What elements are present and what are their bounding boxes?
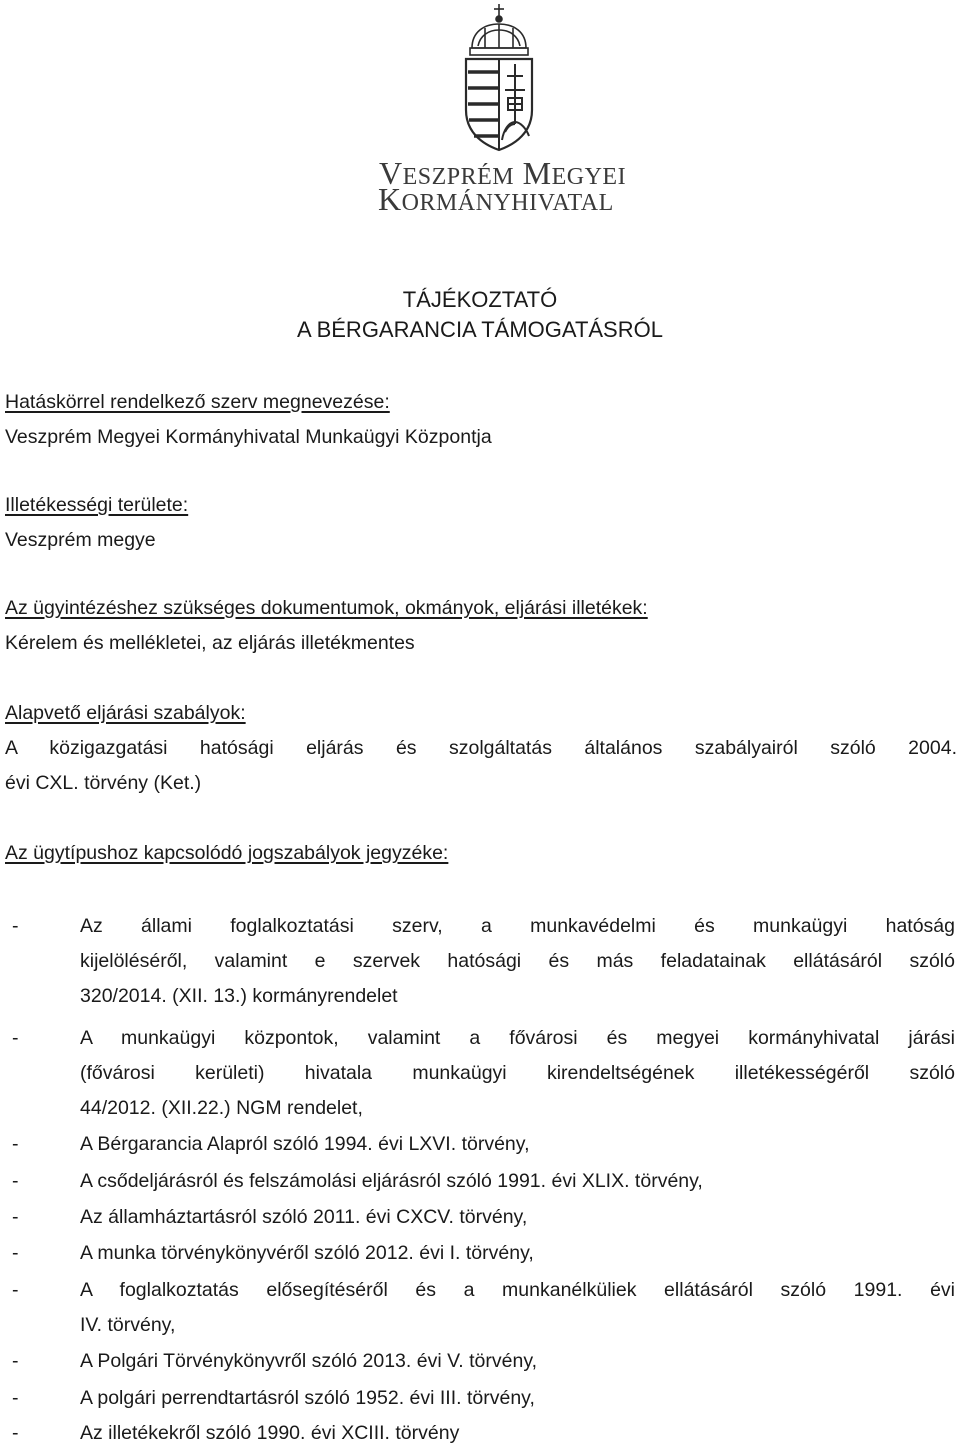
list-item-line: Az állami foglalkoztatási szerv, a munkavédelmi és munkaügyi hatóság bbox=[80, 915, 955, 937]
list-item-line: A foglalkoztatás elősegítéséről és a munkanélküliek ellátásáról szóló 1991. évi bbox=[80, 1279, 955, 1301]
list-marker: - bbox=[12, 1350, 19, 1372]
list-item-line: (fővárosi kerületi) hivatala munkaügyi kirendeltségének illetékességéről szóló bbox=[80, 1062, 955, 1084]
list-marker: - bbox=[12, 1170, 19, 1192]
document-subtitle: A BÉRGARANCIA TÁMOGATÁSRÓL bbox=[297, 317, 663, 342]
org-name-line1: VESZPRÉM MEGYEI bbox=[379, 155, 627, 191]
section-heading: Az ügyintézéshez szükséges dokumentumok, okmányok, eljárási illetékek: bbox=[5, 597, 648, 619]
section-heading: Alapvető eljárási szabályok: bbox=[5, 702, 246, 724]
section-authority bbox=[5, 385, 957, 455]
list-marker: - bbox=[12, 1133, 19, 1155]
section-procedure-rules bbox=[5, 696, 957, 801]
list-marker: - bbox=[12, 1027, 19, 1049]
list-item-line: A munkaügyi központok, valamint a fővárosi és megyei kormányhivatal járási bbox=[80, 1027, 955, 1049]
list-item-line: A Polgári Törvénykönyvről szóló 2013. évi V. törvény, bbox=[80, 1350, 538, 1372]
section-heading: Hatáskörrel rendelkező szerv megnevezése: bbox=[5, 391, 390, 413]
list-item-line: A polgári perrendtartásról szóló 1952. évi III. törvény, bbox=[80, 1387, 535, 1409]
list-item-line: Az államháztartásról szóló 2011. évi CXCV. törvény, bbox=[80, 1206, 528, 1228]
list-item-line: kijelöléséről, valamint e szervek hatósági és más feladatainak ellátásáról szóló bbox=[80, 950, 955, 972]
section-legislation bbox=[5, 836, 957, 871]
section-text: Veszprém megye bbox=[5, 529, 156, 551]
coat-of-arms-icon bbox=[458, 2, 540, 152]
section-heading: Az ügytípushoz kapcsolódó jogszabályok jegyzéke: bbox=[5, 842, 449, 864]
section-text: Veszprém Megyei Kormányhivatal Munkaügyi Központja bbox=[5, 426, 492, 448]
document-title: TÁJÉKOZTATÓ bbox=[402, 287, 558, 312]
section-jurisdiction bbox=[5, 488, 957, 558]
list-item-line: A csődeljárásról és felszámolási eljárásról szóló 1991. évi XLIX. törvény, bbox=[80, 1170, 703, 1192]
list-marker: - bbox=[12, 1279, 19, 1301]
header-logo bbox=[375, 0, 635, 215]
section-text-line1: A közigazgatási hatósági eljárás és szolgáltatás általános szabályairól szóló 2004. bbox=[5, 737, 957, 759]
list-item-line: Az illetékekről szóló 1990. évi XCIII. törvény bbox=[80, 1422, 460, 1444]
list-item-line: 320/2014. (XII. 13.) kormányrendelet bbox=[80, 985, 398, 1007]
list-marker: - bbox=[12, 1387, 19, 1409]
list-marker: - bbox=[12, 1206, 19, 1228]
org-name-line2: KORMÁNYHIVATAL bbox=[378, 181, 614, 217]
list-marker: - bbox=[12, 915, 19, 937]
section-heading: Illetékességi területe: bbox=[5, 494, 189, 516]
list-marker: - bbox=[12, 1422, 19, 1444]
section-text-line2: évi CXL. törvény (Ket.) bbox=[5, 772, 202, 794]
section-documents bbox=[5, 591, 957, 661]
list-item-line: A Bérgarancia Alapról szóló 1994. évi LXVI. törvény, bbox=[80, 1133, 530, 1155]
list-marker: - bbox=[12, 1242, 19, 1264]
section-text: Kérelem és mellékletei, az eljárás illetékmentes bbox=[5, 632, 415, 654]
list-item-line: IV. törvény, bbox=[80, 1314, 176, 1336]
list-item-line: A munka törvénykönyvéről szóló 2012. évi I. törvény, bbox=[80, 1242, 534, 1264]
list-item-line: 44/2012. (XII.22.) NGM rendelet, bbox=[80, 1097, 363, 1119]
